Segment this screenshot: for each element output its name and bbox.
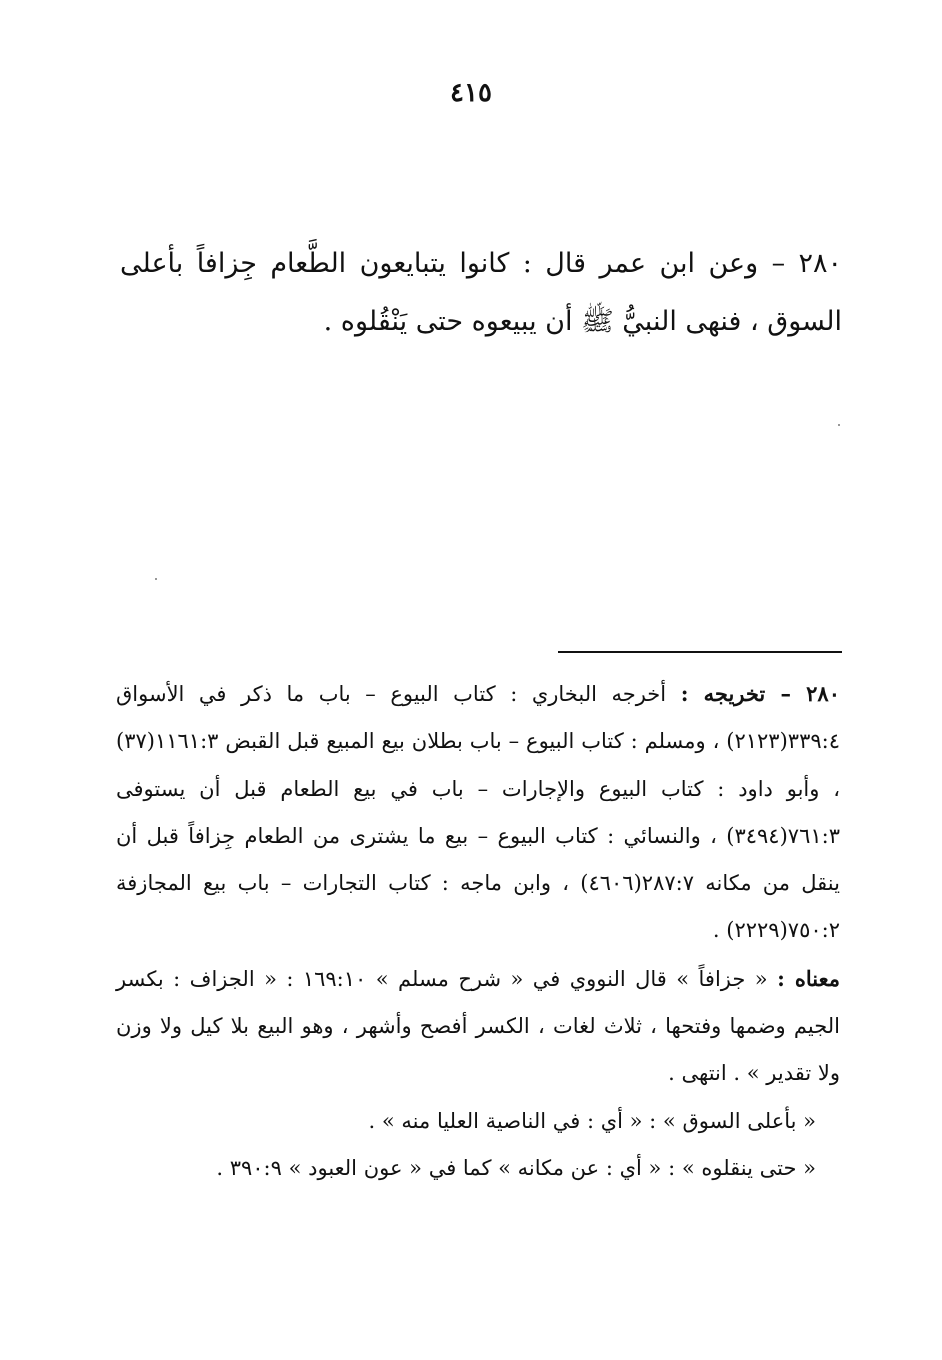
takhrij-text: أخرجه البخاري : كتاب البيوع – باب ما ذكر في الأسواق ٣٣٩:٤(٢١٢٣) ، ومسلم : كتاب البيوع – باب بطلان بيع المبيع قبل القبض ١١٦١:٣(٣٧) ، وأبو داود : كتاب البيوع والإجارات – باب في بيع الطعام قبل أن يستوفى ٧٦١:٣(٣٤٩٤) ، والنسائي : كتاب البيوع – بيع ما يشترى من الطعام جِزافاً قبل أن ينقل من مكانه ٢٨٧:٧(٤٦٠٦) ، وابن ماجه : كتاب التجارات – باب بيع المجازفة ٧٥٠:٢(٢٢٢٩) . bbox=[116, 682, 841, 943]
scan-speck bbox=[155, 578, 157, 580]
footnote-separator bbox=[558, 651, 842, 653]
scan-speck bbox=[838, 424, 840, 426]
meaning-paragraph bbox=[116, 955, 840, 1098]
hadith-text: ٢٨٠ – وعن ابن عمر قال : كانوا يتبايعون الطَّعام جِزافاً بأعلى السوق ، فنهى النبيُّ ﷺ أن يبيعوه حتى يَنْقُلوه . bbox=[120, 248, 842, 337]
meaning-label: معناه : bbox=[777, 965, 840, 991]
page-number: ٤١٥ bbox=[450, 78, 492, 108]
note-move-line: « حتى ينقلوه » : « أي : عن مكانه » كما في « عون العبود » ٣٩٠:٩ . bbox=[216, 1155, 816, 1180]
footnotes bbox=[116, 670, 840, 1192]
takhrij-label: ٢٨٠ – تخريجه : bbox=[680, 681, 840, 706]
takhrij-paragraph bbox=[116, 670, 840, 955]
note-market-line: « بأعلى السوق » : « أي : في الناصية العليا منه » . bbox=[368, 1108, 816, 1133]
meaning-text: « جزافاً » قال النووي في « شرح مسلم » ١٦٩:١٠ : « الجزاف : بكسر الجيم وضمها وفتحها ، ثلاث لغات ، الكسر أفصح وأشهر ، وهو البيع بلا كيل ولا وزن ولا تقدير » . انتهى . bbox=[116, 966, 840, 1086]
